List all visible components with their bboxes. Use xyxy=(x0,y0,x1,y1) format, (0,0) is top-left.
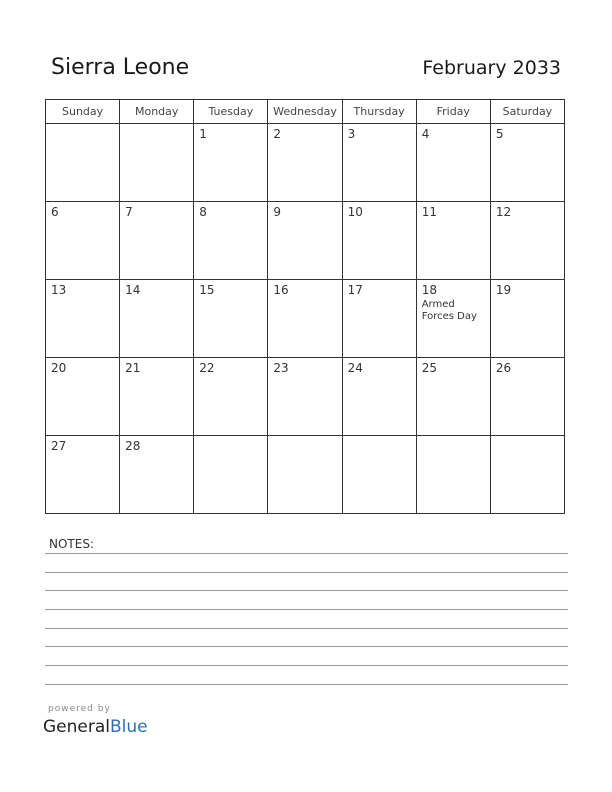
day-cell xyxy=(268,358,342,436)
calendar-grid xyxy=(45,99,565,514)
day-cell xyxy=(416,202,490,280)
day-number: 22 xyxy=(199,361,215,375)
note-line xyxy=(45,553,568,554)
brand-general: General xyxy=(43,717,110,737)
day-cell xyxy=(416,436,490,514)
day-number: 11 xyxy=(421,205,437,219)
day-number: 5 xyxy=(495,127,504,141)
day-cell xyxy=(268,124,342,202)
day-number: 14 xyxy=(125,283,141,297)
day-number: 3 xyxy=(347,127,356,141)
day-number: 27 xyxy=(51,439,67,453)
weekday-wednesday: Wednesday xyxy=(268,100,342,124)
week-row xyxy=(46,124,565,202)
day-cell xyxy=(46,358,120,436)
note-line xyxy=(45,646,568,647)
day-number xyxy=(194,436,267,439)
day-cell xyxy=(268,202,342,280)
day-cell xyxy=(342,202,416,280)
day-cell xyxy=(194,280,268,358)
weekday-friday: Friday xyxy=(416,100,490,124)
day-cell xyxy=(194,202,268,280)
day-number: 15 xyxy=(199,283,215,297)
day-number: 2 xyxy=(273,127,282,141)
day-cell xyxy=(120,280,194,358)
note-line xyxy=(45,665,568,666)
day-number: 21 xyxy=(125,361,141,375)
day-cell xyxy=(342,358,416,436)
day-number: 16 xyxy=(273,283,289,297)
week-row xyxy=(46,280,565,358)
generalblue-logo xyxy=(43,717,148,737)
note-line xyxy=(45,609,568,610)
day-cell xyxy=(268,280,342,358)
holiday-label: Armed Forces Day xyxy=(421,299,477,322)
day-number: 6 xyxy=(51,205,59,219)
day-number xyxy=(491,436,564,439)
note-line xyxy=(45,628,568,629)
month-year-title: February 2033 xyxy=(422,57,561,79)
day-cell xyxy=(46,280,120,358)
note-line xyxy=(45,572,568,573)
day-number xyxy=(417,436,490,439)
day-cell xyxy=(416,124,490,202)
day-number: 12 xyxy=(495,205,512,219)
weekday-monday: Monday xyxy=(120,100,194,124)
day-cell xyxy=(416,358,490,436)
day-number xyxy=(268,436,341,439)
week-row xyxy=(46,358,565,436)
day-cell xyxy=(490,124,564,202)
day-number xyxy=(120,124,193,127)
day-cell xyxy=(342,436,416,514)
weekday-saturday: Saturday xyxy=(490,100,564,124)
day-cell xyxy=(490,202,564,280)
day-number: 7 xyxy=(125,205,133,219)
day-cell xyxy=(120,202,194,280)
brand-blue: Blue xyxy=(110,717,148,737)
day-cell xyxy=(490,436,564,514)
notes-label: NOTES: xyxy=(49,537,94,551)
weekday-thursday: Thursday xyxy=(342,100,416,124)
day-number: 19 xyxy=(495,283,512,297)
day-number: 24 xyxy=(347,361,363,375)
day-cell-holiday xyxy=(416,280,490,358)
note-line xyxy=(45,684,568,685)
day-number xyxy=(343,436,416,439)
day-number: 26 xyxy=(495,361,512,375)
day-number: 23 xyxy=(273,361,289,375)
weekday-sunday: Sunday xyxy=(46,100,120,124)
weekday-tuesday: Tuesday xyxy=(194,100,268,124)
week-row xyxy=(46,436,565,514)
day-number: 10 xyxy=(347,205,363,219)
day-number: 9 xyxy=(273,205,282,219)
day-cell xyxy=(120,436,194,514)
day-cell xyxy=(490,358,564,436)
day-cell xyxy=(46,124,120,202)
day-number: 13 xyxy=(51,283,67,297)
day-number: 18 xyxy=(421,283,437,297)
day-number: 28 xyxy=(125,439,141,453)
day-number: 25 xyxy=(421,361,437,375)
day-cell xyxy=(342,280,416,358)
day-cell xyxy=(194,436,268,514)
day-cell xyxy=(194,358,268,436)
week-row xyxy=(46,202,565,280)
day-cell xyxy=(268,436,342,514)
day-cell xyxy=(342,124,416,202)
weekday-header-row xyxy=(46,100,565,124)
powered-by-text: powered by xyxy=(48,704,111,714)
day-cell xyxy=(46,202,120,280)
day-number: 17 xyxy=(347,283,363,297)
day-number: 1 xyxy=(199,127,207,141)
day-cell xyxy=(120,124,194,202)
day-number: 4 xyxy=(421,127,430,141)
day-number: 8 xyxy=(199,205,207,219)
note-line xyxy=(45,590,568,591)
day-cell xyxy=(490,280,564,358)
day-cell xyxy=(120,358,194,436)
country-title: Sierra Leone xyxy=(51,55,190,80)
day-cell xyxy=(194,124,268,202)
day-number: 20 xyxy=(51,361,67,375)
day-cell xyxy=(46,436,120,514)
day-number xyxy=(46,124,119,127)
